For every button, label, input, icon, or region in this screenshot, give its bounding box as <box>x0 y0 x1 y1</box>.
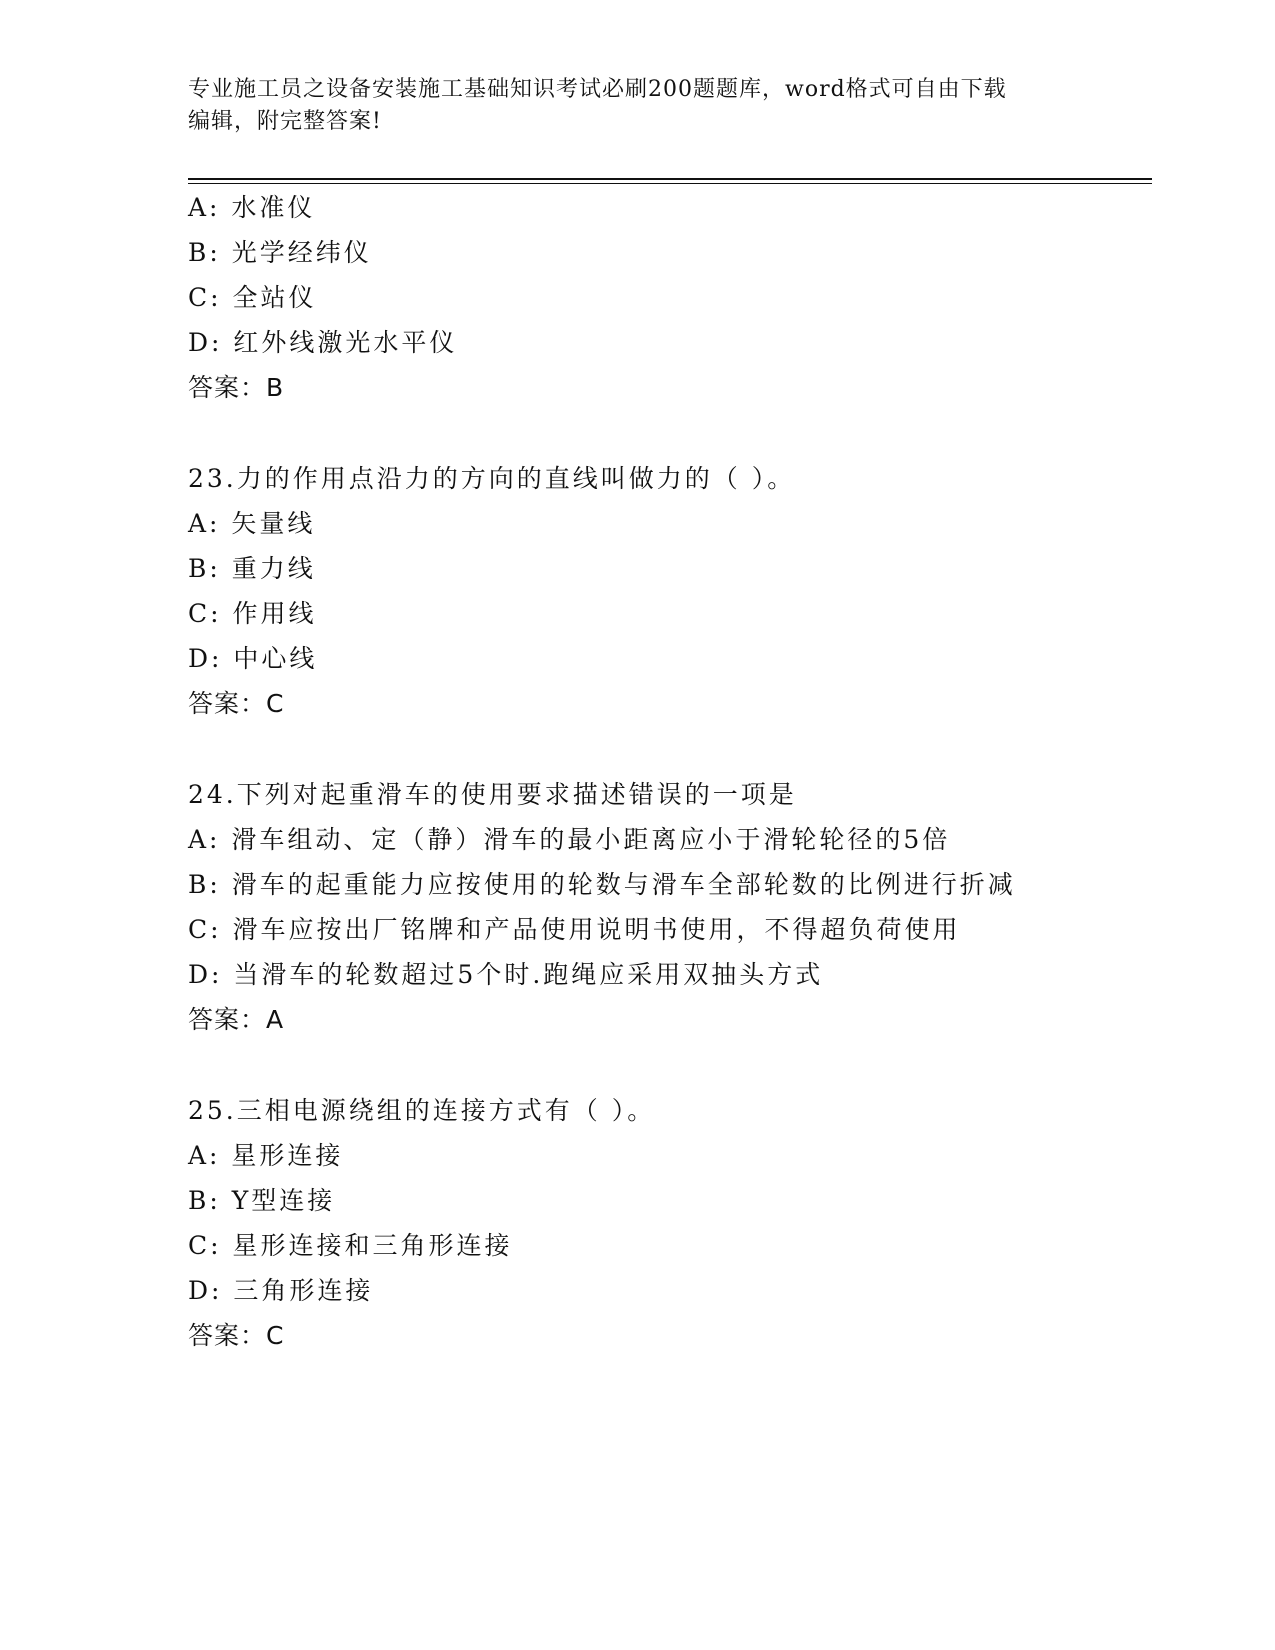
answer-line: 答案：C <box>188 1321 285 1350</box>
document-header <box>188 74 1088 138</box>
option-b: B: 光学经纬仪 <box>188 238 372 267</box>
option-d: D: 当滑车的轮数超过5个时.跑绳应采用双抽头方式 <box>188 960 824 989</box>
header-divider-thick <box>188 178 1152 180</box>
question-stem: 23.力的作用点沿力的方向的直线叫做力的（ ）。 <box>188 464 796 493</box>
option-b: B: 滑车的起重能力应按使用的轮数与滑车全部轮数的比例进行折减 <box>188 870 1016 899</box>
question-stem: 24.下列对起重滑车的使用要求描述错误的一项是 <box>188 780 797 809</box>
option-c: C: 滑车应按出厂铭牌和产品使用说明书使用，不得超负荷使用 <box>188 915 961 944</box>
option-c: C: 作用线 <box>188 599 317 628</box>
option-d: D: 三角形连接 <box>188 1276 374 1305</box>
option-b: B: Y型连接 <box>188 1186 336 1215</box>
option-b: B: 重力线 <box>188 554 316 583</box>
option-a: A: 矢量线 <box>188 509 316 538</box>
option-d: D: 中心线 <box>188 644 318 673</box>
question-stem: 25.三相电源绕组的连接方式有（ ）。 <box>188 1096 656 1125</box>
option-c: C: 星形连接和三角形连接 <box>188 1231 513 1260</box>
answer-line: 答案：C <box>188 689 285 718</box>
header-line-1: 专业施工员之设备安装施工基础知识考试必刷200题题库，word格式可自由下载 <box>188 77 1007 102</box>
header-divider-thin <box>188 183 1152 184</box>
option-a: A: 星形连接 <box>188 1141 344 1170</box>
option-a: A: 水准仪 <box>188 193 316 222</box>
answer-line: 答案：A <box>188 1005 285 1034</box>
option-d: D: 红外线激光水平仪 <box>188 328 458 357</box>
option-c: C: 全站仪 <box>188 283 317 312</box>
answer-line: 答案：B <box>188 373 285 402</box>
header-line-2: 编辑，附完整答案! <box>188 109 382 134</box>
option-a: A: 滑车组动、定（静）滑车的最小距离应小于滑轮轮径的5倍 <box>188 825 951 854</box>
